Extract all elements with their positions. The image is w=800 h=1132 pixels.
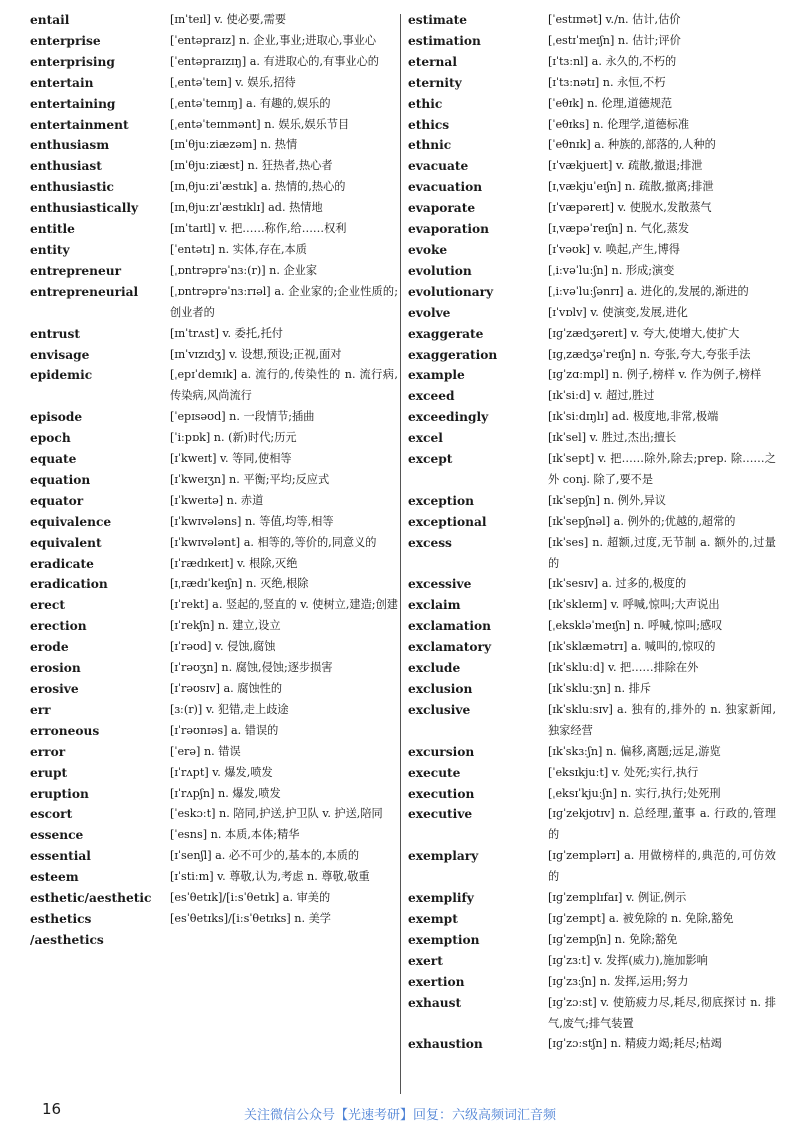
- definition: [ɪˈkwɪvələns] n. 等值,均等,相等: [170, 514, 334, 528]
- definition: [ˈeθnɪk] a. 种族的,部落的,人种的: [548, 138, 716, 152]
- definition: [ɪˈrʌpt] v. 爆发,喷发: [170, 765, 273, 779]
- dictionary-entry: [408, 700, 776, 742]
- headword: except: [408, 452, 453, 467]
- dictionary-entry: [408, 156, 776, 177]
- definition: [esˈθetɪks]/[iːsˈθetɪks] n. 美学: [170, 911, 331, 925]
- definition: [ɪkˈskɜːʃn] n. 偏移,离题;远足,游览: [548, 744, 721, 758]
- dictionary-entry: [30, 804, 398, 825]
- headword: excursion: [408, 744, 475, 759]
- dictionary-entry: [30, 177, 398, 198]
- definition: [ɪɡˈzɔːstʃn] n. 精疲力竭;耗尽;枯竭: [548, 1037, 722, 1051]
- headword: exemplary: [408, 849, 479, 864]
- headword: erosion: [30, 661, 81, 676]
- definition: [ɪˌvækjuˈeɪʃn] n. 疏散,撤离;排泄: [548, 180, 714, 194]
- headword: exertion: [408, 974, 465, 989]
- headword: erroneous: [30, 723, 100, 738]
- dictionary-entry: [408, 94, 776, 115]
- headword: exclude: [408, 661, 461, 676]
- definition: [ɪkˈsiːd] v. 超过,胜过: [548, 389, 655, 403]
- dictionary-entry: [30, 407, 398, 428]
- dictionary-entry: [30, 700, 398, 721]
- dictionary-entry: [408, 177, 776, 198]
- dictionary-page: [30, 10, 776, 1090]
- dictionary-entry: [30, 10, 398, 31]
- footer-note: 关注微信公众号【光速考研】回复：六级高频词汇音频: [243, 1108, 556, 1123]
- definition: [ˈentəpraɪzɪŋ] a. 有进取心的,有事业心的: [170, 54, 379, 68]
- dictionary-entry: [30, 115, 398, 136]
- headword: evacuation: [408, 180, 483, 195]
- headword: exhaustion: [408, 1037, 483, 1052]
- headword: erect: [30, 598, 65, 613]
- definition: [ɪɡˌzædʒəˈreɪʃn] n. 夸张,夸大,夸张手法: [548, 347, 751, 361]
- definition: [ˌekskləˈmeɪʃn] n. 呼喊,惊叫;感叹: [548, 619, 723, 633]
- headword: estimate: [408, 13, 468, 27]
- definition: [ɪnˈteɪl] v. 使必要,需要: [170, 13, 287, 26]
- headword: envisage: [30, 347, 90, 362]
- dictionary-entry: [408, 324, 776, 345]
- definition: [ɪkˈsiːdɪŋlɪ] ad. 极度地,非常,极端: [548, 410, 719, 424]
- definition: [ɪɡˈzɜːʃn] n. 发挥,运用;努力: [548, 974, 689, 988]
- definition: [ɪnˈθjuːziæzəm] n. 热情: [170, 138, 298, 152]
- definition: [ɪˈrʌpʃn] n. 爆发,喷发: [170, 786, 281, 800]
- headword: epidemic: [30, 368, 93, 383]
- left-column: [30, 10, 398, 951]
- dictionary-entry: [30, 742, 398, 763]
- headword: esteem: [30, 870, 79, 885]
- headword: evolve: [408, 305, 451, 320]
- definition: [ˌentəˈteɪnmənt] n. 娱乐,娱乐节目: [170, 117, 350, 131]
- dictionary-entry: [408, 637, 776, 658]
- definition: [ɪkˈskluːsɪv] a. 独有的,排外的 n. 独家新闻,独家经营: [548, 702, 776, 737]
- headword: err: [30, 702, 51, 717]
- definition: [ɪˈvækjueɪt] v. 疏散,撤退;排泄: [548, 159, 703, 173]
- definition: [ɪˈrekʃn] n. 建立,设立: [170, 619, 281, 633]
- dictionary-entry: [408, 135, 776, 156]
- definition: [ˌepɪˈdemɪk] a. 流行的,传染性的 n. 流行病,传染病,风尚流行: [170, 368, 398, 403]
- definition: [ˈesns] n. 本质,本体;精华: [170, 828, 300, 842]
- headword: exceed: [408, 389, 455, 404]
- definition: [ɪˌrædɪˈkeɪʃn] n. 灭绝,根除: [170, 577, 309, 591]
- headword: enthusiastic: [30, 180, 114, 195]
- headword: equator: [30, 493, 84, 508]
- dictionary-entry: [30, 574, 398, 595]
- headword: ethics: [408, 117, 450, 132]
- definition: [ɪɡˈzɑːmpl] n. 例子,榜样 v. 作为例子,榜样: [548, 368, 762, 382]
- dictionary-entry: [30, 658, 398, 679]
- headword: exclamation: [408, 619, 492, 634]
- definition: [ɪkˈskluːʒn] n. 排斥: [548, 682, 652, 695]
- headword: exclaim: [408, 598, 461, 613]
- definition: [ɪˈvæpəreɪt] v. 使脱水,发散蒸气: [548, 201, 712, 215]
- definition: [ˈepɪsəʊd] n. 一段情节;插曲: [170, 410, 315, 424]
- definition: [ɪˈkweɪt] v. 等同,使相等: [170, 452, 292, 466]
- dictionary-entry: [30, 637, 398, 658]
- dictionary-entry: [408, 533, 776, 575]
- definition: [ɪɡˈzɔːst] v. 使筋疲力尽,耗尽,彻底探讨 n. 排气,废气;排气装置: [548, 995, 776, 1030]
- definition: [ˈeθɪks] n. 伦理学,道德标准: [548, 117, 690, 131]
- definition: [ɪˈsenʃl] a. 必不可少的,基本的,本质的: [170, 849, 360, 863]
- page-number: 16: [42, 1100, 62, 1118]
- headword: escort: [30, 807, 73, 822]
- right-column: [408, 10, 776, 1055]
- definition: [ɪɡˈzempt] a. 被免除的 n. 免除,豁免: [548, 911, 734, 925]
- dictionary-entry: [408, 219, 776, 240]
- dictionary-entry: [30, 449, 398, 470]
- headword: equation: [30, 472, 91, 487]
- headword: excel: [408, 431, 443, 446]
- dictionary-entry: [30, 679, 398, 700]
- headword: epoch: [30, 431, 71, 446]
- headword: ethic: [408, 96, 443, 111]
- definition: [ˈiːpɒk] n. (新)时代;历元: [170, 431, 297, 445]
- definition: [ɪkˈsesɪv] a. 过多的,极度的: [548, 577, 687, 591]
- dictionary-entry: [30, 825, 398, 846]
- definition: [ɪnˌθjuːzɪˈæstɪklɪ] ad. 热情地: [170, 201, 323, 215]
- definition: [ˌeksɪˈkjuːʃn] n. 实行,执行;处死刑: [548, 786, 721, 800]
- headword: erosive: [30, 682, 79, 696]
- dictionary-entry: [408, 951, 776, 972]
- definition: [ˌɒntrəprəˈnɜːrɪəl] a. 企业家的;企业性质的;创业者的: [170, 284, 398, 319]
- dictionary-entry: [408, 679, 776, 700]
- dictionary-entry: [408, 804, 776, 846]
- headword: entity: [30, 242, 70, 257]
- dictionary-entry: [30, 219, 398, 240]
- dictionary-entry: [408, 261, 776, 282]
- headword: excessive: [408, 577, 472, 592]
- headword: evacuate: [408, 159, 469, 174]
- dictionary-entry: [30, 324, 398, 345]
- headword: example: [408, 368, 465, 383]
- dictionary-entry: [30, 282, 398, 324]
- headword: executive: [408, 807, 473, 822]
- headword: exclusion: [408, 682, 473, 696]
- headword: eternal: [408, 54, 457, 69]
- dictionary-entry: [408, 512, 776, 533]
- dictionary-entry: [408, 763, 776, 784]
- dictionary-entry: [408, 345, 776, 366]
- dictionary-entry: [408, 365, 776, 386]
- dictionary-entry: [30, 31, 398, 52]
- dictionary-entry: [408, 1034, 776, 1055]
- headword: episode: [30, 410, 83, 425]
- dictionary-entry: [30, 763, 398, 784]
- definition: [ˈeskɔːt] n. 陪同,护送,护卫队 v. 护送,陪同: [170, 807, 383, 821]
- dictionary-entry: [408, 31, 776, 52]
- headword: eradicate: [30, 556, 94, 571]
- dictionary-entry: [408, 846, 776, 888]
- headword: exception: [408, 493, 474, 508]
- definition: [ˌiːvəˈluːʃənrɪ] a. 进化的,发展的,渐进的: [548, 284, 749, 298]
- dictionary-entry: [30, 554, 398, 575]
- headword: evaporation: [408, 222, 489, 237]
- dictionary-entry: [30, 365, 398, 407]
- headword: exaggeration: [408, 347, 498, 362]
- dictionary-entry: [30, 73, 398, 94]
- headword: esthetic/aesthetic: [30, 891, 152, 906]
- dictionary-entry: [30, 533, 398, 554]
- dictionary-entry: [30, 135, 398, 156]
- definition: [ɪɡˈzɜːt] v. 发挥(威力),施加影响: [548, 953, 708, 967]
- dictionary-entry: [408, 616, 776, 637]
- dictionary-entry: [30, 198, 398, 219]
- definition: [ɪɡˈzædʒəreɪt] v. 夸大,使增大,使扩大: [548, 326, 740, 340]
- headword: evolutionary: [408, 284, 494, 299]
- headword: entertain: [30, 75, 94, 90]
- definition: [ɪnˈtrʌst] v. 委托,托付: [170, 326, 283, 340]
- definition: [ɪkˈsept] v. 把……除外,除去;prep. 除……之外 conj. 除了,要不是: [548, 452, 776, 486]
- dictionary-entry: [408, 930, 776, 951]
- dictionary-entry: [30, 888, 398, 909]
- definition: [ɪˈrəʊnɪəs] a. 错误的: [170, 723, 279, 737]
- headword: exceedingly: [408, 410, 489, 425]
- headword: evolution: [408, 263, 472, 278]
- headword: enthusiast: [30, 159, 102, 174]
- dictionary-entry: [30, 345, 398, 366]
- headword: eternity: [408, 75, 462, 90]
- headword: entertaining: [30, 96, 116, 111]
- headword: exclusive: [408, 702, 471, 717]
- definition: [ɪkˈsklæmətrɪ] a. 喊叫的,惊叹的: [548, 640, 716, 654]
- definition: [ɪˈrəʊʒn] n. 腐蚀,侵蚀;逐步损害: [170, 661, 333, 675]
- headword: equivalent: [30, 535, 102, 550]
- headword: erection: [30, 619, 87, 634]
- headword: enthusiastically: [30, 201, 139, 216]
- headword: entrepreneur: [30, 263, 122, 278]
- definition: [ɪˈrekt] a. 竖起的,竖直的 v. 使树立,建造;创建: [170, 598, 398, 612]
- definition: [ˈerə] n. 错误: [170, 744, 241, 758]
- dictionary-entry: [30, 261, 398, 282]
- headword: excess: [408, 535, 452, 550]
- headword: evaporate: [408, 201, 476, 216]
- definition: [ɪˈtɜːnl] a. 永久的,不朽的: [548, 54, 677, 68]
- dictionary-entry: [30, 867, 398, 888]
- dictionary-entry: [30, 156, 398, 177]
- definition: [ɪkˈskleɪm] v. 呼喊,惊叫;大声说出: [548, 598, 720, 612]
- headword: exhaust: [408, 995, 462, 1010]
- headword: erupt: [30, 765, 68, 780]
- dictionary-entry: [30, 846, 398, 867]
- dictionary-entry: [408, 407, 776, 428]
- definition: [ˌentəˈteɪn] v. 娱乐,招待: [170, 75, 296, 89]
- headword: equate: [30, 452, 77, 467]
- dictionary-entry: [30, 595, 398, 616]
- definition: [ˈeksɪkjuːt] v. 处死;实行,执行: [548, 765, 699, 779]
- headword: enterprise: [30, 33, 101, 48]
- dictionary-entry: [408, 658, 776, 679]
- dictionary-entry: [30, 52, 398, 73]
- definition: [ˈestɪmət] v./n. 估计,估价: [548, 13, 681, 26]
- definition: [ˈentəpraɪz] n. 企业,事业;进取心,事业心: [170, 33, 377, 47]
- definition: [ɜː(r)] v. 犯错,走上歧途: [170, 702, 289, 716]
- definition: [ɪɡˈzekjʊtɪv] n. 总经理,董事 a. 行政的,管理的: [548, 807, 776, 842]
- definition: [ˌestɪˈmeɪʃn] n. 估计;评价: [548, 33, 681, 47]
- dictionary-entry: [408, 428, 776, 449]
- definition: [ɪkˈskluːd] v. 把……排除在外: [548, 661, 699, 675]
- dictionary-entry: [408, 491, 776, 512]
- headword: exert: [408, 953, 443, 968]
- headword: esthetics /aesthetics: [30, 911, 104, 947]
- dictionary-entry: [30, 616, 398, 637]
- headword: ethnic: [408, 138, 452, 153]
- dictionary-entry: [408, 10, 776, 31]
- headword: execution: [408, 786, 475, 801]
- definition: [ɪˌvæpəˈreɪʃn] n. 气化,蒸发: [548, 222, 690, 236]
- dictionary-entry: [30, 240, 398, 261]
- dictionary-entry: [408, 115, 776, 136]
- definition: [ˈeθɪk] n. 伦理,道德规范: [548, 96, 673, 110]
- headword: execute: [408, 765, 461, 780]
- definition: [ɪˈkweɪʒn] n. 平衡;平均;反应式: [170, 472, 330, 486]
- dictionary-entry: [408, 888, 776, 909]
- headword: exceptional: [408, 514, 487, 529]
- definition: [ˌentəˈteɪnɪŋ] a. 有趣的,娱乐的: [170, 96, 331, 110]
- dictionary-entry: [30, 470, 398, 491]
- column-divider: [400, 14, 401, 1094]
- dictionary-entry: [408, 73, 776, 94]
- dictionary-entry: [408, 595, 776, 616]
- definition: [ɪkˈsel] v. 胜过,杰出;擅长: [548, 431, 677, 445]
- headword: entertainment: [30, 117, 129, 132]
- headword: essence: [30, 828, 84, 843]
- definition: [ɪkˈses] n. 超额,过度,无节制 a. 额外的,过量的: [548, 535, 776, 570]
- dictionary-entry: [408, 282, 776, 303]
- dictionary-entry: [30, 721, 398, 742]
- headword: error: [30, 744, 66, 759]
- headword: entrepreneurial: [30, 284, 139, 299]
- definition: [esˈθetɪk]/[iːsˈθetɪk] a. 审美的: [170, 891, 331, 905]
- headword: essential: [30, 849, 91, 864]
- dictionary-entry: [408, 742, 776, 763]
- definition: [ɪkˈsepʃn] n. 例外,异议: [548, 493, 667, 507]
- headword: exemption: [408, 932, 480, 947]
- headword: enterprising: [30, 54, 115, 69]
- definition: [ɪˈstiːm] v. 尊敬,认为,考虑 n. 尊敬,敬重: [170, 870, 370, 884]
- definition: [ɪɡˈzemplərɪ] a. 用做榜样的,典范的,可仿效的: [548, 849, 776, 884]
- dictionary-entry: [408, 52, 776, 73]
- headword: entrust: [30, 326, 81, 341]
- dictionary-entry: [408, 574, 776, 595]
- dictionary-entry: [30, 909, 398, 951]
- dictionary-entry: [30, 94, 398, 115]
- definition: [ɪˈvɒlv] v. 使演变,发展,进化: [548, 305, 688, 319]
- headword: erode: [30, 640, 69, 655]
- dictionary-entry: [408, 449, 776, 491]
- definition: [ɪˈrəʊd] v. 侵蚀,腐蚀: [170, 640, 276, 654]
- headword: exempt: [408, 911, 458, 926]
- headword: exaggerate: [408, 326, 484, 341]
- definition: [ɪˈrædɪkeɪt] v. 根除,灭绝: [170, 556, 298, 570]
- dictionary-entry: [408, 909, 776, 930]
- headword: entail: [30, 13, 70, 27]
- dictionary-entry: [408, 993, 776, 1035]
- headword: eradication: [30, 577, 108, 592]
- definition: [ɪˈtɜːnətɪ] n. 永恒,不朽: [548, 75, 666, 89]
- dictionary-entry: [30, 428, 398, 449]
- definition: [ɪˈrəʊsɪv] a. 腐蚀性的: [170, 682, 283, 695]
- definition: [ɪkˈsepʃnəl] a. 例外的;优越的,超常的: [548, 514, 736, 528]
- definition: [ɪnˈθjuːziæst] n. 狂热者,热心者: [170, 159, 333, 173]
- definition: [ɪnˈtaɪtl] v. 把……称作,给……权利: [170, 222, 347, 236]
- definition: [ɪˈkweɪtə] n. 赤道: [170, 493, 264, 507]
- dictionary-entry: [30, 512, 398, 533]
- definition: [ɪɡˈzempʃn] n. 免除;豁免: [548, 932, 678, 946]
- dictionary-entry: [30, 784, 398, 805]
- headword: estimation: [408, 33, 481, 48]
- headword: exclamatory: [408, 640, 492, 655]
- dictionary-entry: [408, 240, 776, 261]
- definition: [ɪnˈvɪzɪdʒ] v. 设想,预设;正视,面对: [170, 347, 342, 361]
- headword: enthusiasm: [30, 138, 110, 153]
- dictionary-entry: [408, 303, 776, 324]
- dictionary-entry: [408, 972, 776, 993]
- dictionary-entry: [408, 784, 776, 805]
- definition: [ˌɒntrəprəˈnɜː(r)] n. 企业家: [170, 263, 318, 277]
- headword: exemplify: [408, 891, 474, 906]
- headword: entitle: [30, 222, 75, 237]
- definition: [ɪnˌθjuːziˈæstɪk] a. 热情的,热心的: [170, 180, 346, 194]
- definition: [ɪˈvəʊk] v. 唤起,产生,博得: [548, 242, 680, 256]
- dictionary-entry: [408, 198, 776, 219]
- headword: evoke: [408, 242, 448, 257]
- headword: equivalence: [30, 514, 112, 529]
- definition: [ˌiːvəˈluːʃn] n. 形成;演变: [548, 263, 675, 277]
- definition: [ɪɡˈzemplɪfaɪ] v. 例证,例示: [548, 891, 687, 905]
- headword: eruption: [30, 786, 89, 801]
- dictionary-entry: [30, 491, 398, 512]
- definition: [ɪˈkwɪvələnt] a. 相等的,等价的,同意义的: [170, 535, 377, 549]
- dictionary-entry: [408, 386, 776, 407]
- definition: [ˈentətɪ] n. 实体,存在,本质: [170, 242, 307, 256]
